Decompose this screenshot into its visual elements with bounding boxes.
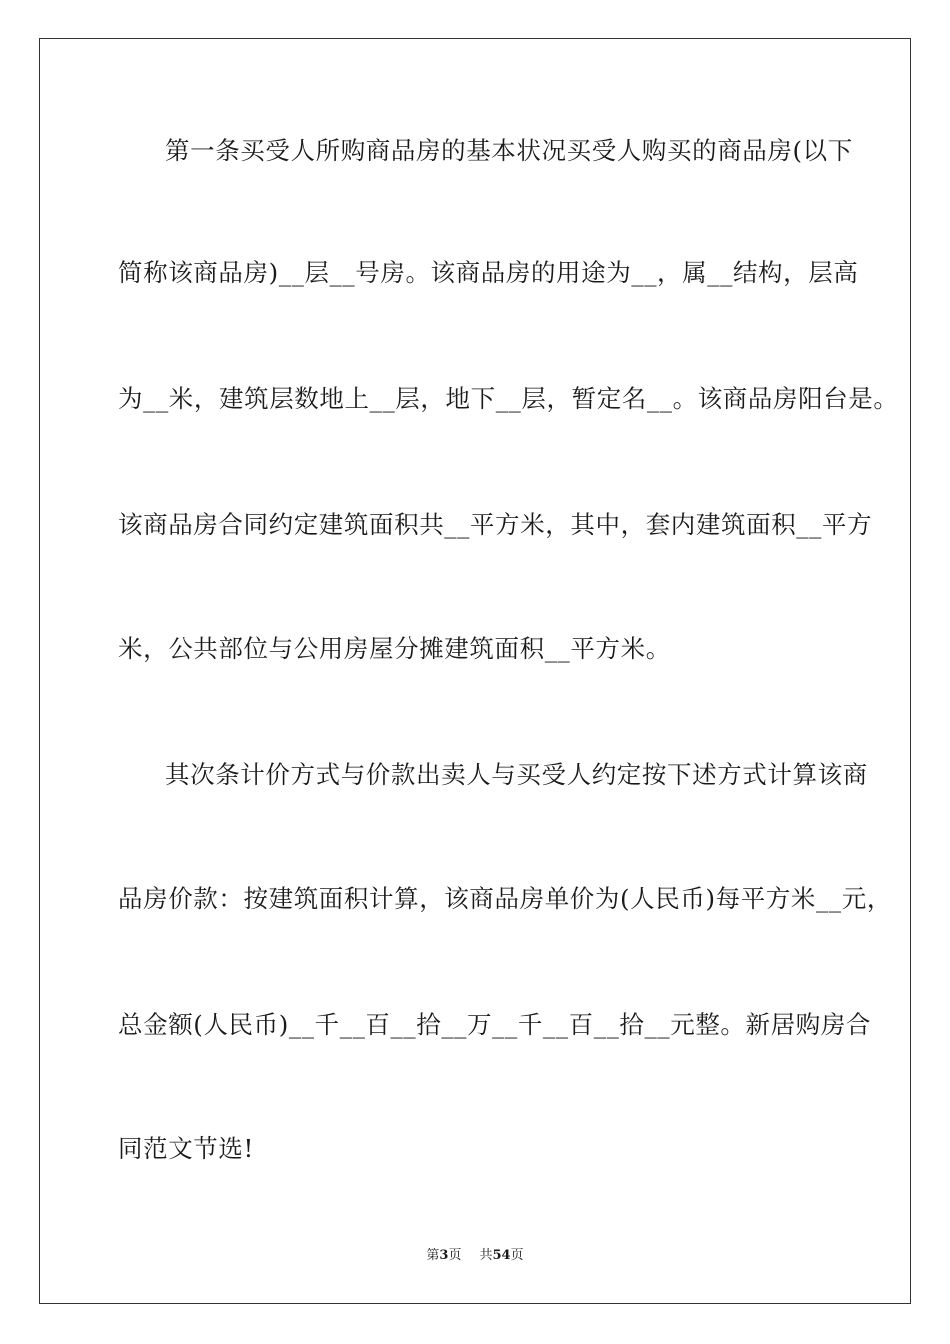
- paragraph-1-line-5: 米，公共部位与公用房屋分摊建筑面积__平方米。: [118, 634, 671, 663]
- paragraph-2-line-3: 总金额(人民币)__千__百__拾__万__千__百__拾__元整。新居购房合: [118, 1010, 872, 1039]
- footer-total-prefix: 共: [479, 1248, 493, 1263]
- page-footer: [0, 1247, 950, 1265]
- paragraph-1-line-4: 该商品房合同约定建筑面积共__平方米，其中，套内建筑面积__平方: [118, 510, 873, 539]
- footer-total-pages: 54: [492, 1248, 511, 1263]
- page-border: [39, 38, 911, 1304]
- paragraph-1-line-1: 第一条买受人所购商品房的基本状况买受人购买的商品房(以下: [165, 136, 853, 165]
- footer-page-prefix: 第: [426, 1248, 440, 1263]
- paragraph-1-line-3: 为__米，建筑层数地上__层，地下__层，暂定名__。该商品房阳台是。: [118, 384, 899, 413]
- footer-total-suffix: 页: [510, 1248, 524, 1263]
- paragraph-1-line-2: 简称该商品房)__层__号房。该商品房的用途为__，属__结构，层高: [118, 258, 859, 287]
- paragraph-2-line-2: 品房价款：按建筑面积计算，该商品房单价为(人民币)每平方米__元，: [118, 884, 892, 913]
- paragraph-2-line-4: 同范文节选!: [118, 1134, 254, 1163]
- paragraph-2-line-1: 其次条计价方式与价款出卖人与买受人约定按下述方式计算该商: [165, 760, 868, 789]
- footer-page-suffix: 页: [448, 1248, 462, 1263]
- footer-page-number: 3: [439, 1248, 449, 1263]
